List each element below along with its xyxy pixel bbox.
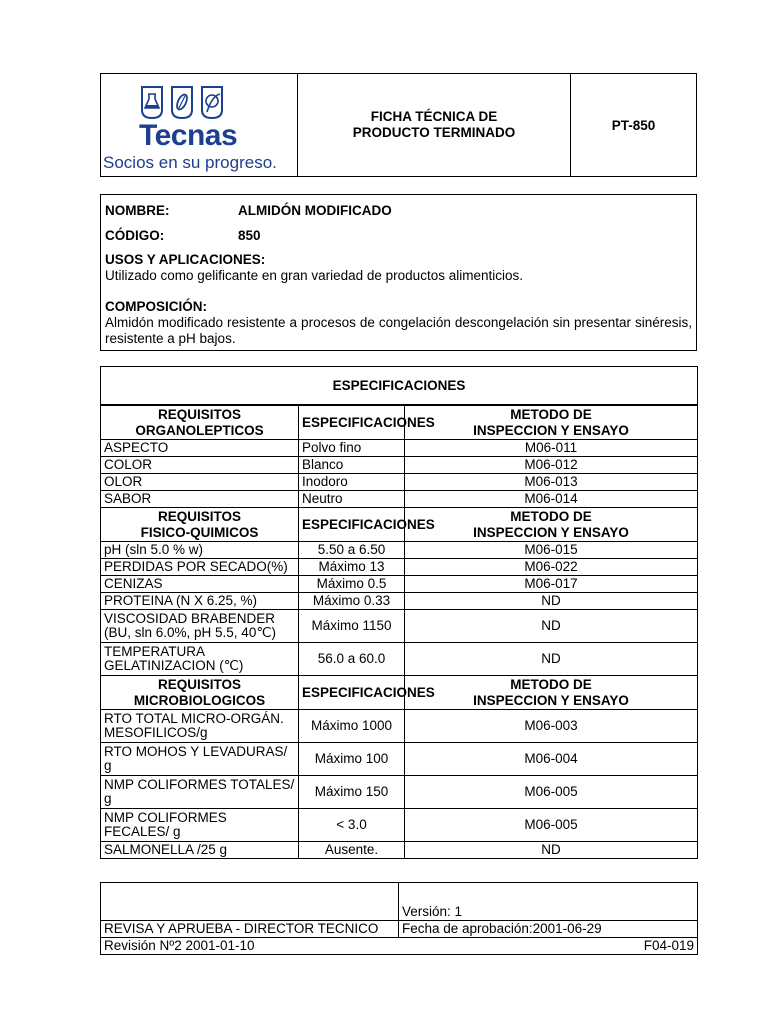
codigo-value: 850 [238, 228, 261, 243]
document-title [298, 74, 571, 176]
metodo-cell: M06-005 [405, 776, 698, 809]
header-line: INSPECCION Y ENSAYO [473, 524, 629, 540]
section-requisitos-header [101, 406, 299, 440]
codigo-label: CÓDIGO: [105, 228, 165, 243]
table-row [101, 457, 698, 474]
document-code: PT-850 [611, 117, 656, 133]
header-line: FISICO-QUIMICOS [140, 524, 259, 540]
especificacion-cell: Inodoro [299, 474, 405, 491]
section-metodo-header [405, 508, 698, 542]
leaf-icon [199, 86, 225, 120]
metodo-cell: M06-022 [405, 559, 698, 576]
metodo-cell: M06-004 [405, 743, 698, 776]
especificacion-cell: Máximo 0.33 [299, 593, 405, 610]
section-especificaciones-header: ESPECIFICACIONES [299, 508, 405, 542]
metodo-cell: ND [405, 842, 698, 859]
footer-fecha-aprobacion: Fecha de aprobación:2001-06-29 [399, 921, 698, 938]
requisito-cell: RTO TOTAL MICRO-ORGÁN. MESOFILICOS/g [101, 710, 299, 743]
logo-wordmark: Tecnas [139, 119, 238, 152]
especificacion-cell: Ausente. [299, 842, 405, 859]
especificacion-cell: Máximo 13 [299, 559, 405, 576]
especificacion-cell: Neutro [299, 491, 405, 508]
especificacion-cell: Máximo 1150 [299, 610, 405, 643]
header-line: REQUISITOS [157, 508, 242, 524]
metodo-cell: M06-013 [405, 474, 698, 491]
metodo-cell: M06-005 [405, 809, 698, 842]
table-row [101, 842, 698, 859]
requisito-cell: COLOR [101, 457, 299, 474]
footer-form-code: F04-019 [643, 938, 694, 953]
usos-label: USOS Y APLICACIONES: [105, 252, 266, 267]
especificacion-cell: Máximo 0.5 [299, 576, 405, 593]
requisito-cell: VISCOSIDAD BRABENDER (BU, sln 6.0%, pH 5.5, 40℃) [101, 610, 299, 643]
especificacion-cell: Máximo 150 [299, 776, 405, 809]
table-row [101, 440, 698, 457]
title-line-2: PRODUCTO TERMINADO [352, 125, 516, 140]
metodo-cell: M06-015 [405, 542, 698, 559]
metodo-cell: ND [405, 593, 698, 610]
requisito-cell: pH (sln 5.0 % w) [101, 542, 299, 559]
requisito-cell: RTO MOHOS Y LEVADURAS/ g [101, 743, 299, 776]
especificacion-cell: Blanco [299, 457, 405, 474]
section-especificaciones-header: ESPECIFICACIONES [299, 676, 405, 710]
codigo-row [105, 226, 692, 251]
table-row [101, 743, 698, 776]
especificacion-cell: Máximo 1000 [299, 710, 405, 743]
table-row [101, 474, 698, 491]
footer-revision-row [101, 938, 698, 955]
section-especificaciones-header: ESPECIFICACIONES [299, 406, 405, 440]
especificacion-cell: 56.0 a 60.0 [299, 643, 405, 676]
nombre-value: ALMIDÓN MODIFICADO [238, 203, 392, 218]
footer-version: Versión: 1 [399, 883, 698, 921]
table-row [101, 593, 698, 610]
requisito-cell: NMP COLIFORMES FECALES/ g [101, 809, 299, 842]
product-info [100, 194, 697, 351]
metodo-cell: M06-017 [405, 576, 698, 593]
especificacion-cell: Máximo 100 [299, 743, 405, 776]
requisito-cell: OLOR [101, 474, 299, 491]
requisito-cell: PROTEINA (N X 6.25, %) [101, 593, 299, 610]
section-metodo-header [405, 406, 698, 440]
footer-revision: Revisión Nº2 2001-01-10 [104, 938, 255, 953]
requisito-cell: ASPECTO [101, 440, 299, 457]
especificacion-cell: Polvo fino [299, 440, 405, 457]
specifications-table [100, 366, 697, 859]
nombre-label: NOMBRE: [105, 203, 170, 218]
header-line: ORGANOLEPTICOS [135, 422, 264, 438]
metodo-cell: M06-012 [405, 457, 698, 474]
footer-revisa: REVISA Y APRUEBA - DIRECTOR TECNICO [101, 921, 399, 938]
table-row [101, 776, 698, 809]
nombre-row [105, 201, 692, 226]
table-row [101, 610, 698, 643]
table-row [101, 809, 698, 842]
header-line: REQUISITOS [157, 406, 242, 422]
header-line: INSPECCION Y ENSAYO [473, 422, 629, 438]
metodo-cell: M06-011 [405, 440, 698, 457]
header-line: METODO DE [510, 676, 592, 692]
document-footer [100, 882, 697, 955]
metodo-cell: ND [405, 643, 698, 676]
requisito-cell: NMP COLIFORMES TOTALES/ g [101, 776, 299, 809]
table-row [101, 643, 698, 676]
logo-tagline: Socios en su progreso. [103, 153, 277, 172]
specifications-title: ESPECIFICACIONES [101, 367, 698, 405]
section-requisitos-header [101, 508, 299, 542]
table-row [101, 542, 698, 559]
requisito-cell: CENIZAS [101, 576, 299, 593]
metodo-cell: ND [405, 610, 698, 643]
header-line: METODO DE [510, 508, 592, 524]
header-line: REQUISITOS [157, 676, 242, 692]
table-row [101, 576, 698, 593]
section-header-fisicoquimicos [101, 508, 698, 542]
table-row [101, 559, 698, 576]
header-line: METODO DE [510, 406, 592, 422]
metodo-cell: M06-003 [405, 710, 698, 743]
requisito-cell: SALMONELLA /25 g [101, 842, 299, 859]
especificacion-cell: < 3.0 [299, 809, 405, 842]
composicion-text: Almidón modificado resistente a procesos de congelación descongelación sin presentar sinéresis, resistente a pH bajos. [105, 315, 692, 346]
header-line: INSPECCION Y ENSAYO [473, 692, 629, 708]
grain-icon [169, 86, 195, 120]
section-requisitos-header [101, 676, 299, 710]
section-metodo-header [405, 676, 698, 710]
section-header-microbiologicos [101, 676, 698, 710]
requisito-cell: PERDIDAS POR SECADO(%) [101, 559, 299, 576]
logo-icons [139, 86, 225, 120]
footer-blank [101, 883, 399, 921]
document-header [100, 73, 697, 177]
usos-text: Utilizado como gelificante en gran variedad de productos alimenticios. [105, 268, 523, 283]
especificacion-cell: 5.50 a 6.50 [299, 542, 405, 559]
composicion-label: COMPOSICIÓN: [105, 299, 208, 314]
beaker-icon [139, 86, 165, 120]
metodo-cell: M06-014 [405, 491, 698, 508]
section-header-organolepticos [101, 406, 698, 440]
table-row [101, 710, 698, 743]
header-line: MICROBIOLOGICOS [133, 692, 266, 708]
requisito-cell: TEMPERATURA GELATINIZACION (℃) [101, 643, 299, 676]
logo [101, 74, 298, 176]
table-row [101, 491, 698, 508]
title-line-1: FICHA TÉCNICA DE [370, 109, 498, 124]
requisito-cell: SABOR [101, 491, 299, 508]
